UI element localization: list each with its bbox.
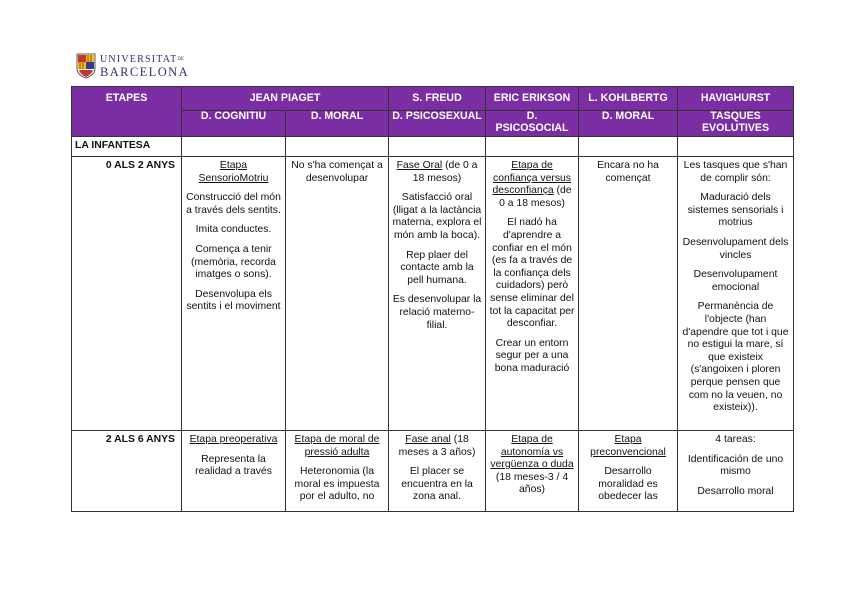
- cell-text: Imita conductes.: [195, 224, 272, 236]
- cell-text: Identificación de uno mismo: [687, 453, 784, 478]
- header-row: [72, 87, 794, 111]
- cell-text: Desarrollo moralidad es obedecer las: [598, 466, 658, 503]
- development-stages-table: [71, 86, 794, 512]
- header-erikson: ERIC ERIKSON: [486, 87, 579, 111]
- stage-range: (de 0 a 18 mesos): [499, 185, 572, 209]
- cell-text: No s'ha començat a desenvolupar: [291, 160, 383, 184]
- moral-cell: [286, 431, 389, 512]
- freud-cell: [389, 157, 486, 431]
- age-range: 0 ALS 2 ANYS: [72, 157, 182, 431]
- cell-text: Satisfacció oral (lligat a la lactància materna, explora el món amb la boca).: [392, 192, 482, 241]
- cell-text: Crear un entorn segur per a una bona maduració: [494, 337, 570, 374]
- stage-title: Fase Oral: [396, 160, 443, 171]
- header-etapes: ETAPES: [72, 87, 182, 137]
- stage-title: Etapa de moral de pressió adulta: [294, 434, 380, 458]
- cell-text: Les tasques que s'han de complir són:: [683, 160, 788, 184]
- cell-text: Heteronomia (la moral es impuesta por el adulto, no: [294, 466, 380, 503]
- subheader-psicosocial: D. PSICOSOCIAL: [486, 111, 579, 137]
- subheader-tasques: TASQUES EVOLUTIVES: [678, 111, 794, 137]
- university-logo: [76, 52, 189, 80]
- header-freud: S. FREUD: [389, 87, 486, 111]
- stage-range: (18 meses-3 / 4 años): [495, 471, 569, 496]
- stage-title: Etapa SensorioMotriu: [198, 160, 269, 184]
- section-row: [72, 137, 794, 157]
- cell-text: Desenvolupa els sentits i el moviment: [186, 288, 281, 313]
- stage-title: Etapa de autonomía vs vergüenza o duda: [490, 434, 574, 471]
- stage-title: Etapa preconvencional: [590, 434, 666, 458]
- age-range: 2 ALS 6 ANYS: [72, 431, 182, 512]
- havighurst-cell: [678, 157, 794, 431]
- stage-title: Etapa preoperativa: [189, 434, 278, 445]
- cell-text: Permanència de l'objecte (han d'apendre que tot i que no estigui la mare, sí que existeix (s'angoixen i ploren perque pensen que com no la veuen, no existeix)).: [682, 301, 789, 414]
- cell-text: Construcció del món a través dels sentits.: [186, 192, 281, 216]
- cell-text: Desenvolupament dels vincles: [682, 236, 789, 261]
- kohlberg-cell: [579, 431, 678, 512]
- stage-range: (de 0 a 18 mesos): [412, 160, 478, 184]
- erikson-cell: [486, 431, 579, 512]
- stage-title: Etapa de confiança versus desconfiança: [492, 160, 571, 197]
- cell-text: Rep plaer del contacte amb la pell humana.: [400, 249, 474, 286]
- cognitiu-cell: [182, 431, 286, 512]
- stage-range: (18 meses a 3 años): [398, 434, 476, 458]
- stage-row: [72, 431, 794, 512]
- subheader-moral: D. MORAL: [286, 111, 389, 137]
- header-kohlberg: L. KOHLBERTG: [579, 87, 678, 111]
- cell-text: Representa la realidad a través: [195, 453, 272, 478]
- cell-text: Es desenvolupar la relació materno-filial.: [392, 294, 482, 331]
- cell-text: 4 tareas:: [715, 434, 756, 445]
- cell-text: El nadó ha d'aprendre a confiar en el món (es fa a través de la confiança dels cuidadors) però sense eliminar del tot la capacitat per desconfiar.: [489, 217, 575, 330]
- cell-text: Desarrollo moral: [697, 485, 774, 497]
- cell-text: El placer se encuentra en la zona anal.: [401, 466, 473, 503]
- cell-text: Desenvolupament emocional: [693, 269, 778, 293]
- header-piaget: JEAN PIAGET: [182, 87, 389, 111]
- freud-cell: [389, 431, 486, 512]
- kohlberg-cell: [579, 157, 678, 431]
- stage-row: [72, 157, 794, 431]
- stage-title: Fase anal: [405, 434, 451, 445]
- subheader-psicosexual: D. PSICOSEXUAL: [389, 111, 486, 137]
- erikson-cell: [486, 157, 579, 431]
- section-title: LA INFANTESA: [72, 137, 182, 157]
- subheader-kohlberg-moral: D. MORAL: [579, 111, 678, 137]
- cell-text: Comença a tenir (memòria, recorda imatges o sons).: [191, 243, 276, 281]
- cognitiu-cell: [182, 157, 286, 431]
- university-name: $UNIVERSITAT^{DE}$ BARCELONA: [100, 54, 189, 79]
- moral-cell: [286, 157, 389, 431]
- havighurst-cell: [678, 431, 794, 512]
- university-crest-icon: [76, 53, 96, 79]
- cell-text: Maduració dels sistemes sensorials i motrius: [687, 192, 784, 229]
- cell-text: Encara no ha començat: [597, 160, 659, 184]
- header-havighurst: HAVIGHURST: [678, 87, 794, 111]
- subheader-cognitiu: D. COGNITIU: [182, 111, 286, 137]
